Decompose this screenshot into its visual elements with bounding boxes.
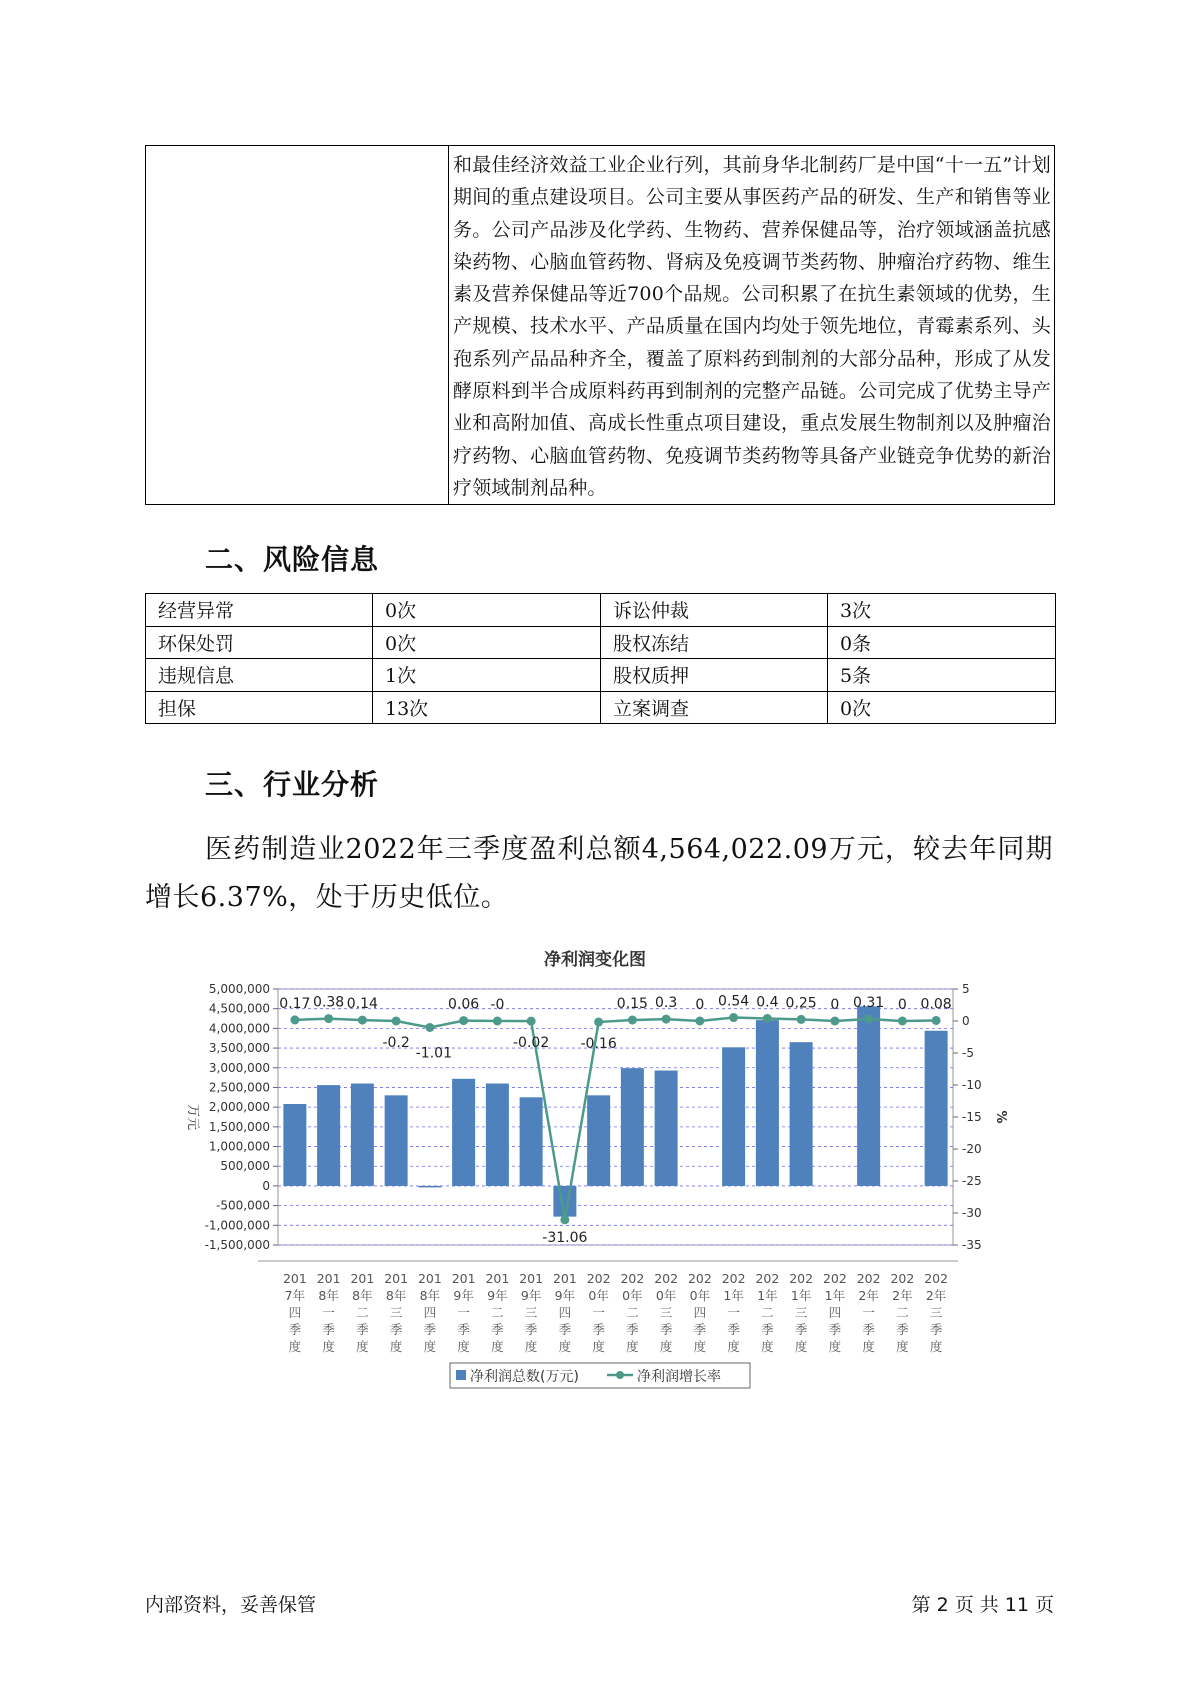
x-tick-label: 8年 xyxy=(385,1288,407,1303)
footer-page-number: 第 2 页 共 11 页 xyxy=(911,1594,1054,1616)
y2-tick-label: -35 xyxy=(962,1238,982,1252)
x-tick-label: 0年 xyxy=(655,1288,677,1303)
growth-rate-label: 0.4 xyxy=(756,994,779,1011)
risk-item-label: 担保 xyxy=(146,691,373,724)
risk-item-value: 0条 xyxy=(828,626,1056,659)
growth-rate-label: -0 xyxy=(490,997,505,1013)
growth-rate-point xyxy=(324,1014,333,1023)
x-tick-label: 8年 xyxy=(352,1288,373,1303)
x-tick-label: 季 xyxy=(862,1322,875,1337)
x-tick-label: 1年 xyxy=(757,1288,778,1303)
y2-tick-label: -15 xyxy=(962,1110,982,1124)
x-tick-label: 二 xyxy=(491,1305,504,1320)
growth-rate-point xyxy=(493,1017,502,1026)
risk-row xyxy=(146,691,1056,724)
growth-rate-point xyxy=(290,1015,299,1024)
x-tick-label: 202 xyxy=(924,1271,949,1286)
x-tick-label: 201 xyxy=(552,1271,577,1286)
x-tick-label: 201 xyxy=(316,1271,341,1286)
profit-bar xyxy=(756,1020,779,1186)
x-tick-label: 度 xyxy=(929,1339,943,1354)
x-tick-label: 季 xyxy=(558,1322,572,1337)
growth-rate-label: 0.31 xyxy=(853,995,885,1012)
x-tick-label: 度 xyxy=(592,1339,605,1354)
growth-rate-point xyxy=(358,1016,367,1025)
x-tick-label: 季 xyxy=(389,1322,403,1337)
y-tick-label: 2,500,000 xyxy=(208,1080,270,1095)
growth-rate-label: 0.14 xyxy=(346,996,378,1013)
intro-text-cell xyxy=(449,146,1055,505)
x-tick-label: 四 xyxy=(558,1305,572,1320)
net-profit-chart xyxy=(175,940,1015,1390)
x-tick-label: 四 xyxy=(693,1305,707,1320)
growth-rate-point xyxy=(763,1014,772,1023)
y-tick-label: 500,000 xyxy=(220,1159,270,1174)
x-tick-label: 季 xyxy=(929,1322,943,1337)
x-tick-label: 二 xyxy=(761,1305,774,1320)
profit-bar xyxy=(553,1186,576,1217)
x-tick-label: 度 xyxy=(322,1339,335,1354)
x-tick-label: 度 xyxy=(659,1339,673,1354)
x-tick-label: 202 xyxy=(755,1271,780,1286)
plot-area xyxy=(278,989,953,1245)
risk-item-value: 3次 xyxy=(828,594,1056,627)
x-tick-label: 1年 xyxy=(824,1288,846,1303)
x-tick-label: 2年 xyxy=(892,1288,913,1303)
risk-row xyxy=(146,594,1056,627)
risk-item-value: 0次 xyxy=(373,626,601,659)
x-tick-label: 季 xyxy=(592,1322,605,1337)
profit-bar xyxy=(452,1079,475,1186)
profit-bar xyxy=(655,1071,678,1186)
x-tick-label: 二 xyxy=(896,1305,909,1320)
y2-tick-label: -5 xyxy=(962,1046,974,1060)
y-tick-label: 1,000,000 xyxy=(208,1139,270,1154)
risk-item-label: 股权冻结 xyxy=(601,626,828,659)
x-tick-label: 8年 xyxy=(419,1288,441,1303)
x-tick-label: 四 xyxy=(828,1305,842,1320)
growth-rate-point xyxy=(932,1016,941,1025)
growth-rate-point xyxy=(864,1015,873,1024)
x-tick-label: 季 xyxy=(693,1322,707,1337)
profit-bar xyxy=(790,1042,813,1186)
x-tick-label: 度 xyxy=(693,1339,707,1354)
profit-bar xyxy=(722,1047,745,1186)
x-tick-label: 度 xyxy=(356,1339,369,1354)
profit-bar xyxy=(418,1186,441,1188)
x-tick-label: 一 xyxy=(727,1305,740,1320)
y-tick-label: 0 xyxy=(262,1178,270,1193)
growth-rate-label: 0.25 xyxy=(785,995,817,1012)
risk-item-label: 股权质押 xyxy=(601,659,828,692)
x-tick-label: 度 xyxy=(862,1339,875,1354)
x-tick-label: 7年 xyxy=(284,1288,306,1303)
profit-bar xyxy=(351,1084,374,1186)
growth-rate-point xyxy=(830,1017,839,1026)
growth-rate-label: 0.15 xyxy=(616,996,648,1013)
x-tick-label: 度 xyxy=(727,1339,740,1354)
x-tick-label: 9年 xyxy=(487,1288,508,1303)
y-tick-label: 4,000,000 xyxy=(208,1021,270,1036)
risk-item-value: 1次 xyxy=(373,659,601,692)
x-tick-label: 季 xyxy=(288,1322,302,1337)
x-tick-label: 201 xyxy=(384,1271,409,1286)
x-tick-label: 202 xyxy=(654,1271,679,1286)
growth-rate-point xyxy=(729,1013,738,1022)
profit-bar xyxy=(317,1085,340,1186)
x-tick-label: 季 xyxy=(794,1322,808,1337)
x-tick-label: 202 xyxy=(687,1271,712,1286)
chart-title: 净利润变化图 xyxy=(544,950,646,970)
y-tick-label: 2,000,000 xyxy=(208,1100,270,1115)
x-tick-label: 2年 xyxy=(925,1288,947,1303)
x-tick-label: 度 xyxy=(423,1339,437,1354)
y-tick-label: 4,500,000 xyxy=(208,1001,270,1016)
x-tick-label: 9年 xyxy=(453,1288,474,1303)
x-tick-label: 度 xyxy=(491,1339,504,1354)
growth-rate-point xyxy=(898,1017,907,1026)
x-tick-label: 季 xyxy=(457,1322,470,1337)
x-tick-label: 201 xyxy=(451,1271,476,1286)
x-tick-label: 三 xyxy=(929,1305,943,1320)
company-intro-table xyxy=(145,145,1055,505)
x-tick-label: 202 xyxy=(822,1271,847,1286)
y2-tick-label: 5 xyxy=(962,982,970,996)
y-tick-label: 3,500,000 xyxy=(208,1041,270,1056)
footer-confidential: 内部资料，妥善保管 xyxy=(145,1594,317,1616)
x-tick-label: 二 xyxy=(626,1305,639,1320)
y2-tick-label: -30 xyxy=(962,1206,982,1220)
legend-line-label: 净利润增长率 xyxy=(637,1369,721,1385)
y2-tick-label: -20 xyxy=(962,1142,982,1156)
growth-rate-label: -1.01 xyxy=(415,1045,452,1062)
x-tick-label: 202 xyxy=(789,1271,814,1286)
x-tick-label: 0年 xyxy=(689,1288,711,1303)
profit-bar xyxy=(587,1095,610,1186)
risk-item-value: 0次 xyxy=(373,594,601,627)
profit-bar xyxy=(385,1095,408,1186)
x-tick-label: 季 xyxy=(524,1322,538,1337)
y2-tick-label: -10 xyxy=(962,1078,982,1092)
x-tick-label: 9年 xyxy=(554,1288,576,1303)
x-tick-label: 201 xyxy=(485,1271,510,1286)
legend-line-marker xyxy=(616,1371,624,1379)
x-tick-label: 三 xyxy=(524,1305,538,1320)
x-tick-label: 度 xyxy=(389,1339,403,1354)
risk-item-label: 环保处罚 xyxy=(146,626,373,659)
x-tick-label: 三 xyxy=(389,1305,403,1320)
risk-row xyxy=(146,659,1056,692)
y2-tick-label: 0 xyxy=(962,1014,970,1028)
x-tick-label: 季 xyxy=(896,1322,909,1337)
x-tick-label: 一 xyxy=(322,1305,335,1320)
risk-heading: 二、风险信息 xyxy=(205,543,380,576)
growth-rate-label: 0.08 xyxy=(920,996,952,1013)
x-tick-label: 季 xyxy=(761,1322,774,1337)
x-tick-label: 度 xyxy=(524,1339,538,1354)
x-tick-label: 202 xyxy=(586,1271,611,1286)
x-tick-label: 202 xyxy=(620,1271,645,1286)
legend-bar-swatch xyxy=(456,1370,466,1380)
x-tick-label: 度 xyxy=(626,1339,639,1354)
growth-rate-label: -31.06 xyxy=(542,1229,588,1246)
growth-rate-label: -0.16 xyxy=(580,1036,617,1053)
growth-rate-point xyxy=(560,1215,569,1224)
x-tick-label: 一 xyxy=(592,1305,605,1320)
x-tick-label: 1年 xyxy=(790,1288,812,1303)
x-tick-label: 度 xyxy=(896,1339,909,1354)
growth-rate-point xyxy=(392,1017,401,1026)
y-tick-label: 3,000,000 xyxy=(208,1060,270,1075)
profit-bar xyxy=(486,1084,509,1186)
x-tick-label: 202 xyxy=(856,1271,881,1286)
x-tick-label: 0年 xyxy=(622,1288,643,1303)
x-tick-label: 1年 xyxy=(723,1288,744,1303)
growth-rate-point xyxy=(695,1017,704,1026)
risk-item-value: 13次 xyxy=(373,691,601,724)
growth-rate-point xyxy=(425,1023,434,1032)
x-tick-label: 9年 xyxy=(520,1288,542,1303)
risk-item-value: 0次 xyxy=(828,691,1056,724)
growth-rate-point xyxy=(527,1017,536,1026)
x-tick-label: 度 xyxy=(457,1339,470,1354)
growth-rate-point xyxy=(594,1018,603,1027)
growth-rate-point xyxy=(628,1016,637,1025)
x-tick-label: 季 xyxy=(491,1322,504,1337)
growth-rate-point xyxy=(797,1015,806,1024)
x-tick-label: 季 xyxy=(659,1322,673,1337)
y-axis-label: 万元 xyxy=(185,1103,200,1131)
growth-rate-label: 0 xyxy=(830,997,840,1013)
x-tick-label: 三 xyxy=(794,1305,808,1320)
x-tick-label: 季 xyxy=(626,1322,639,1337)
x-tick-label: 0年 xyxy=(588,1288,609,1303)
company-intro-text: 和最佳经济效益工业企业行列，其前身华北制药厂是中国“十一五”计划期间的重点建设项目。公司主要从事医药产品的研发、生产和销售等业务。公司产品涉及化学药、生物药、营养保健品等，治疗领域涵盖抗感染药物、心脑血管药物、肾病及免疫调节类药物、肿瘤治疗药物、维生素及营养保健品等近700个品规。公司积累了在抗生素领域的优势，生产规模、技术水平、产品质量在国内均处于领先地位，青霉素系列、头孢系列产品品种齐全，覆盖了原料药到制剂的大部分品种，形成了从发酵原料到半合成原料药再到制剂的完整产品链。公司完成了优势主导产业和高附加值、高成长性重点项目建设，重点发展生物制剂以及肿瘤治疗药物、心脑血管药物、免疫调节类药物等具备产业链竞争优势的新治疗领域制剂品种。 xyxy=(453,154,1051,499)
x-tick-label: 季 xyxy=(727,1322,740,1337)
risk-item-label: 诉讼仲裁 xyxy=(601,594,828,627)
growth-rate-label: -0.2 xyxy=(382,1035,410,1051)
risk-info-table xyxy=(145,593,1056,724)
profit-bar xyxy=(621,1068,644,1186)
x-tick-label: 季 xyxy=(322,1322,335,1337)
industry-paragraph: 医药制造业2022年三季度盈利总额4,564,022.09万元，较去年同期增长6.37%，处于历史低位。 xyxy=(145,834,1053,913)
intro-blank-cell xyxy=(146,146,449,505)
y-tick-label: 5,000,000 xyxy=(208,982,270,996)
x-tick-label: 季 xyxy=(356,1322,369,1337)
risk-item-label: 经营异常 xyxy=(146,594,373,627)
x-tick-label: 二 xyxy=(356,1305,369,1320)
growth-rate-label: 0.17 xyxy=(279,995,311,1012)
growth-rate-label: 0.54 xyxy=(718,993,750,1010)
risk-item-value: 5条 xyxy=(828,659,1056,692)
growth-rate-label: 0.38 xyxy=(313,994,345,1011)
risk-row xyxy=(146,626,1056,659)
legend-bar-label: 净利润总数(万元) xyxy=(470,1369,579,1385)
x-tick-label: 四 xyxy=(288,1305,302,1320)
growth-rate-point xyxy=(459,1016,468,1025)
x-tick-label: 四 xyxy=(423,1305,437,1320)
profit-bar xyxy=(925,1031,948,1186)
y-tick-label: 1,500,000 xyxy=(208,1119,270,1134)
x-tick-label: 201 xyxy=(350,1271,375,1286)
x-tick-label: 一 xyxy=(457,1305,470,1320)
x-tick-label: 度 xyxy=(558,1339,572,1354)
x-tick-label: 201 xyxy=(417,1271,442,1286)
profit-bar xyxy=(857,1006,880,1186)
profit-bar xyxy=(283,1104,306,1186)
profit-bar xyxy=(520,1097,543,1186)
risk-item-label: 立案调查 xyxy=(601,691,828,724)
risk-item-label: 违规信息 xyxy=(146,659,373,692)
x-tick-label: 度 xyxy=(288,1339,302,1354)
y2-axis-label: % xyxy=(993,1110,1008,1124)
x-tick-label: 201 xyxy=(519,1271,544,1286)
x-tick-label: 8年 xyxy=(318,1288,339,1303)
growth-rate-label: -0.02 xyxy=(513,1035,550,1052)
y-tick-label: -1,500,000 xyxy=(204,1238,270,1252)
x-tick-label: 一 xyxy=(862,1305,875,1320)
x-tick-label: 度 xyxy=(761,1339,774,1354)
growth-rate-label: 0.3 xyxy=(654,995,678,1012)
x-tick-label: 201 xyxy=(282,1271,307,1286)
growth-rate-point xyxy=(662,1015,671,1024)
growth-rate-label: 0 xyxy=(695,997,705,1013)
x-tick-label: 度 xyxy=(828,1339,842,1354)
x-tick-label: 202 xyxy=(890,1271,915,1286)
growth-rate-label: 0 xyxy=(897,997,907,1013)
y-tick-label: -500,000 xyxy=(216,1198,270,1213)
x-tick-label: 季 xyxy=(423,1322,437,1337)
growth-rate-label: 0.06 xyxy=(448,996,480,1013)
x-tick-label: 2年 xyxy=(858,1288,879,1303)
industry-heading: 三、行业分析 xyxy=(205,768,380,801)
x-tick-label: 三 xyxy=(659,1305,673,1320)
x-tick-label: 202 xyxy=(721,1271,746,1286)
y2-tick-label: -25 xyxy=(962,1174,982,1188)
x-tick-label: 季 xyxy=(828,1322,842,1337)
x-tick-label: 度 xyxy=(794,1339,808,1354)
y-tick-label: -1,000,000 xyxy=(204,1218,270,1233)
